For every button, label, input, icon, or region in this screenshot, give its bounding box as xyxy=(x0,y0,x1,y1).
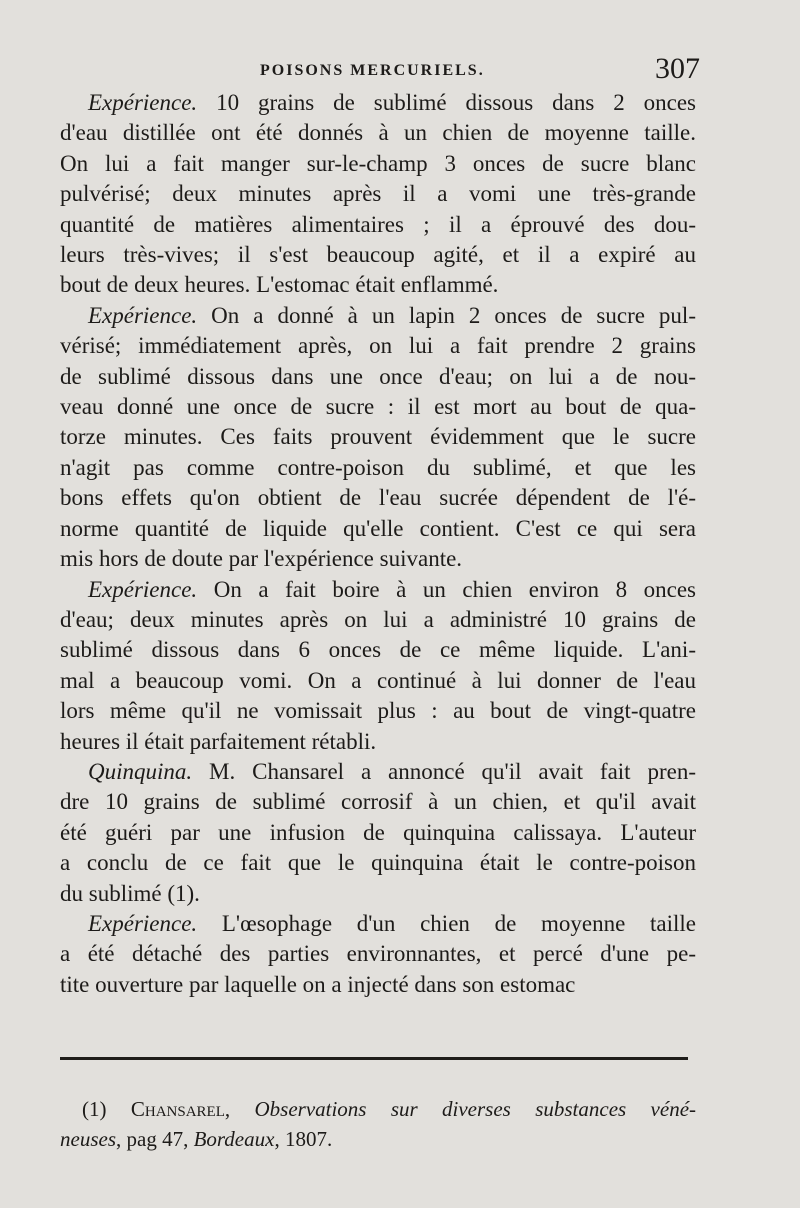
footnote-year: , 1807. xyxy=(274,1127,333,1151)
text-line xyxy=(60,666,696,696)
line-text: bout de deux heures. L'estomac était enflammé. xyxy=(60,272,499,298)
text-line xyxy=(60,301,696,331)
paragraph-lead: Expérience. xyxy=(88,90,198,115)
line-text: torze minutes. Ces faits prouvent évidemment que le sucre xyxy=(60,424,696,450)
line-text: On a donné à un lapin 2 onces de sucre pul- xyxy=(197,302,696,328)
paragraph xyxy=(60,757,696,909)
footnote-author: Chansarel xyxy=(130,1097,225,1121)
text-line xyxy=(60,787,696,817)
text-line xyxy=(60,939,696,969)
footnote-line-2 xyxy=(60,1124,696,1154)
text-line xyxy=(60,757,696,787)
line-text: 10 grains de sublimé dissous dans 2 onces xyxy=(197,90,696,115)
text-line xyxy=(60,118,696,148)
text-line xyxy=(60,331,696,361)
text-line xyxy=(60,240,696,270)
footnote-line-1: (1) Chansarel, Observations sur diverses substances véné- xyxy=(82,1097,697,1121)
text-line xyxy=(60,818,696,848)
body-text xyxy=(60,88,696,1000)
line-text: pulvérisé; deux minutes après il a vomi une très-grande xyxy=(60,181,696,207)
line-text: On a fait boire à un chien environ 8 onces xyxy=(197,576,696,602)
page-number: 307 xyxy=(655,52,700,85)
text-line xyxy=(60,848,696,878)
line-text: sublimé dissous dans 6 onces de ce même liquide. L'ani- xyxy=(60,637,696,663)
line-text: mal a beaucoup vomi. On a continué à lui donner de l'eau xyxy=(60,667,696,693)
line-text: tite ouverture par laquelle on a injecté dans son estomac xyxy=(60,971,576,997)
footnote-title-part2: neuses xyxy=(60,1127,116,1151)
paragraph xyxy=(60,909,696,1000)
paragraph-lead: Expérience. xyxy=(88,576,198,602)
footnote-place: Bordeaux xyxy=(193,1127,275,1151)
line-text: On lui a fait manger sur-le-champ 3 onces de sucre blanc xyxy=(60,150,696,176)
line-text: a été détaché des parties environnantes, et percé d'une pe- xyxy=(60,941,696,967)
line-text: bons effets qu'on obtient de l'eau sucrée dépendent de l'é- xyxy=(60,485,696,511)
text-line xyxy=(60,575,696,605)
text-line xyxy=(60,179,696,209)
paragraph xyxy=(60,301,696,575)
line-text: vérisé; immédiatement après, on lui a fait prendre 2 grains xyxy=(60,333,696,359)
text-line xyxy=(60,696,696,726)
line-text: du sublimé (1). xyxy=(60,880,200,906)
line-text: heures il était parfaitement rétabli. xyxy=(60,728,377,754)
paragraph-lead: Expérience. xyxy=(88,302,198,328)
footnote-marker: (1) xyxy=(82,1097,107,1121)
page-header xyxy=(60,52,700,92)
paragraph-lead: Expérience. xyxy=(88,910,198,936)
line-text: leurs très-vives; il s'est beaucoup agité, et il a expiré au xyxy=(60,242,696,268)
line-text: L'œsophage d'un chien de moyenne taille xyxy=(197,910,696,936)
paragraph xyxy=(60,88,696,301)
text-line xyxy=(60,909,696,939)
text-line xyxy=(60,727,696,757)
text-line xyxy=(60,270,696,300)
paragraph-lead: Quinquina. xyxy=(88,758,193,784)
line-text: a conclu de ce fait que le quinquina était le contre-poison xyxy=(60,850,696,876)
line-text: M. Chansarel a annoncé qu'il avait fait pren- xyxy=(192,758,696,784)
line-text: mis hors de doute par l'expérience suivante. xyxy=(60,546,463,572)
line-text: dre 10 grains de sublimé corrosif à un chien, et qu'il avait xyxy=(60,789,696,815)
text-line xyxy=(60,514,696,544)
line-text: été guéri par une infusion de quinquina calissaya. L'auteur xyxy=(60,819,696,845)
footnote-pages: , pag 47, xyxy=(116,1127,194,1151)
text-line xyxy=(60,453,696,483)
text-line xyxy=(60,483,696,513)
line-text: d'eau distillée ont été donnés à un chien de moyenne taille. xyxy=(60,120,696,146)
running-title: POISONS MERCURIELS. xyxy=(260,62,485,79)
text-line xyxy=(60,210,696,240)
footnote-title-part1: Observations sur diverses substances véné- xyxy=(254,1097,697,1121)
text-line xyxy=(60,422,696,452)
text-line xyxy=(60,605,696,635)
line-text: d'eau; deux minutes après on lui a administré 10 grains de xyxy=(60,606,696,632)
paragraph xyxy=(60,575,696,757)
line-text: n'agit pas comme contre-poison du sublimé, et que les xyxy=(60,454,696,480)
line-text: quantité de matières alimentaires ; il a éprouvé des dou- xyxy=(60,211,696,237)
text-line xyxy=(60,149,696,179)
line-text: de sublimé dissous dans une once d'eau; on lui a de nou- xyxy=(60,363,696,389)
text-line xyxy=(60,88,696,118)
text-line xyxy=(60,392,696,422)
text-line xyxy=(60,362,696,392)
line-text: norme quantité de liquide qu'elle contient. C'est ce qui sera xyxy=(60,515,696,541)
footnote-rule xyxy=(60,1057,688,1060)
text-line xyxy=(60,635,696,665)
footnote xyxy=(60,1094,696,1154)
line-text: lors même qu'il ne vomissait plus : au bout de vingt-quatre xyxy=(60,698,696,724)
text-line xyxy=(60,879,696,909)
text-line xyxy=(60,970,696,1000)
text-line xyxy=(60,544,696,574)
line-text: veau donné une once de sucre : il est mort au bout de qua- xyxy=(60,394,696,420)
